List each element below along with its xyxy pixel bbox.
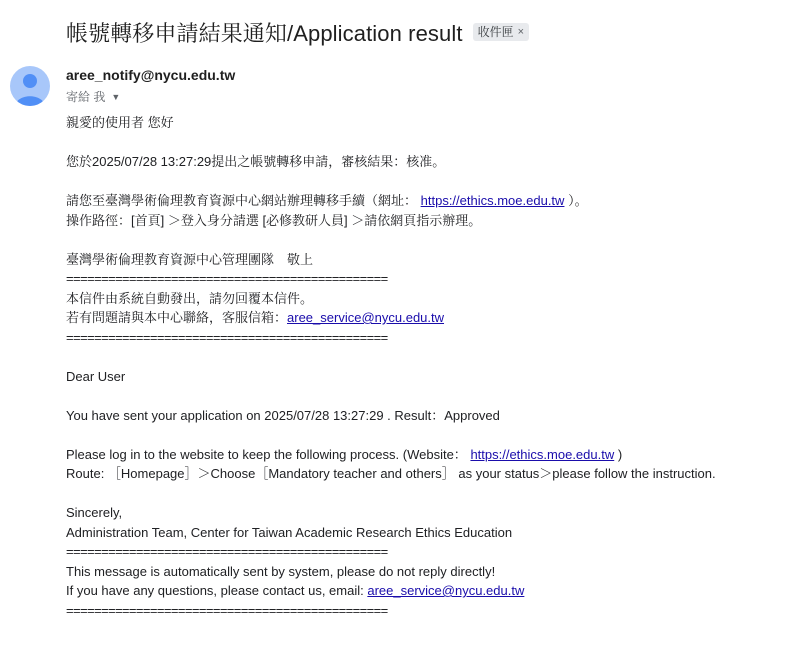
result-en: You have sent your application on 2025/07/28 13:27:29 . Result：Approved — [66, 407, 500, 423]
inbox-label-text: 收件匣 — [477, 25, 514, 39]
instruction-en — [66, 445, 776, 465]
show-details-caret-icon[interactable]: ▼ — [111, 91, 121, 102]
separator-line: ============================================== — [66, 271, 388, 286]
ethics-website-link-en[interactable]: https://ethics.moe.edu.tw — [470, 446, 615, 462]
recipient-text: 寄給 我 — [66, 90, 106, 104]
separator-line: ============================================== — [66, 329, 388, 345]
separator-line: ============================================== — [66, 602, 388, 618]
remove-label-icon[interactable]: × — [517, 26, 525, 38]
result-zh: 您於2025/07/28 13:27:29提出之帳號轉移申請，審核結果：核准。 — [66, 154, 446, 169]
instruction-zh — [66, 191, 776, 211]
route-zh: 操作路徑：[首頁] ＞登入身分請選 [必修教研人員] ＞請依網頁指示辦理。 — [66, 212, 482, 228]
email-body — [66, 113, 776, 620]
ethics-website-link-zh[interactable]: https://ethics.moe.edu.tw — [420, 193, 565, 208]
separator-line: ============================================== — [66, 544, 388, 559]
email-subject: 帳號轉移申請結果通知/Application result — [66, 20, 463, 46]
instruction-zh-end: ）。 — [568, 193, 588, 208]
greeting-zh: 親愛的使用者 您好 — [66, 115, 174, 130]
contact-zh-text: 若有問題請與本中心聯絡，客服信箱： — [66, 310, 288, 325]
instruction-en-end: ) — [617, 446, 623, 462]
route-en: Route: ［Homepage］＞Choose［Mandatory teacher and others］ as your status＞please follow the instruction. — [66, 466, 716, 481]
auto-notice-zh: 本信件由系統自動發出，請勿回覆本信件。 — [66, 290, 314, 306]
sender-address[interactable]: aree_notify@nycu.edu.tw — [66, 67, 236, 83]
recipient-line[interactable] — [66, 88, 120, 105]
default-avatar-icon — [10, 66, 50, 106]
instruction-zh-text: 請您至臺灣學術倫理教育資源中心網站辦理轉移手續（網址： — [66, 193, 418, 208]
team-signature-zh: 臺灣學術倫理教育資源中心管理團隊 敬上 — [66, 251, 314, 267]
service-email-link-zh[interactable]: aree_service@nycu.edu.tw — [287, 310, 445, 325]
contact-en — [66, 581, 776, 601]
instruction-en-text: Please log in to the website to keep the following process. (Website： — [66, 446, 467, 462]
team-signature-en: Administration Team, Center for Taiwan Academic Research Ethics Education — [66, 524, 513, 540]
service-email-link-en[interactable]: aree_service@nycu.edu.tw — [367, 583, 525, 598]
subject-row — [66, 16, 529, 48]
avatar[interactable] — [10, 66, 50, 106]
contact-zh — [66, 308, 776, 328]
sincerely: Sincerely, — [66, 505, 123, 520]
contact-en-text: If you have any questions, please contact us, email: — [66, 583, 364, 598]
auto-notice-en: This message is automatically sent by system, please do not reply directly! — [66, 563, 496, 579]
greeting-en: Dear User — [66, 368, 126, 384]
inbox-label-chip[interactable] — [473, 23, 529, 41]
